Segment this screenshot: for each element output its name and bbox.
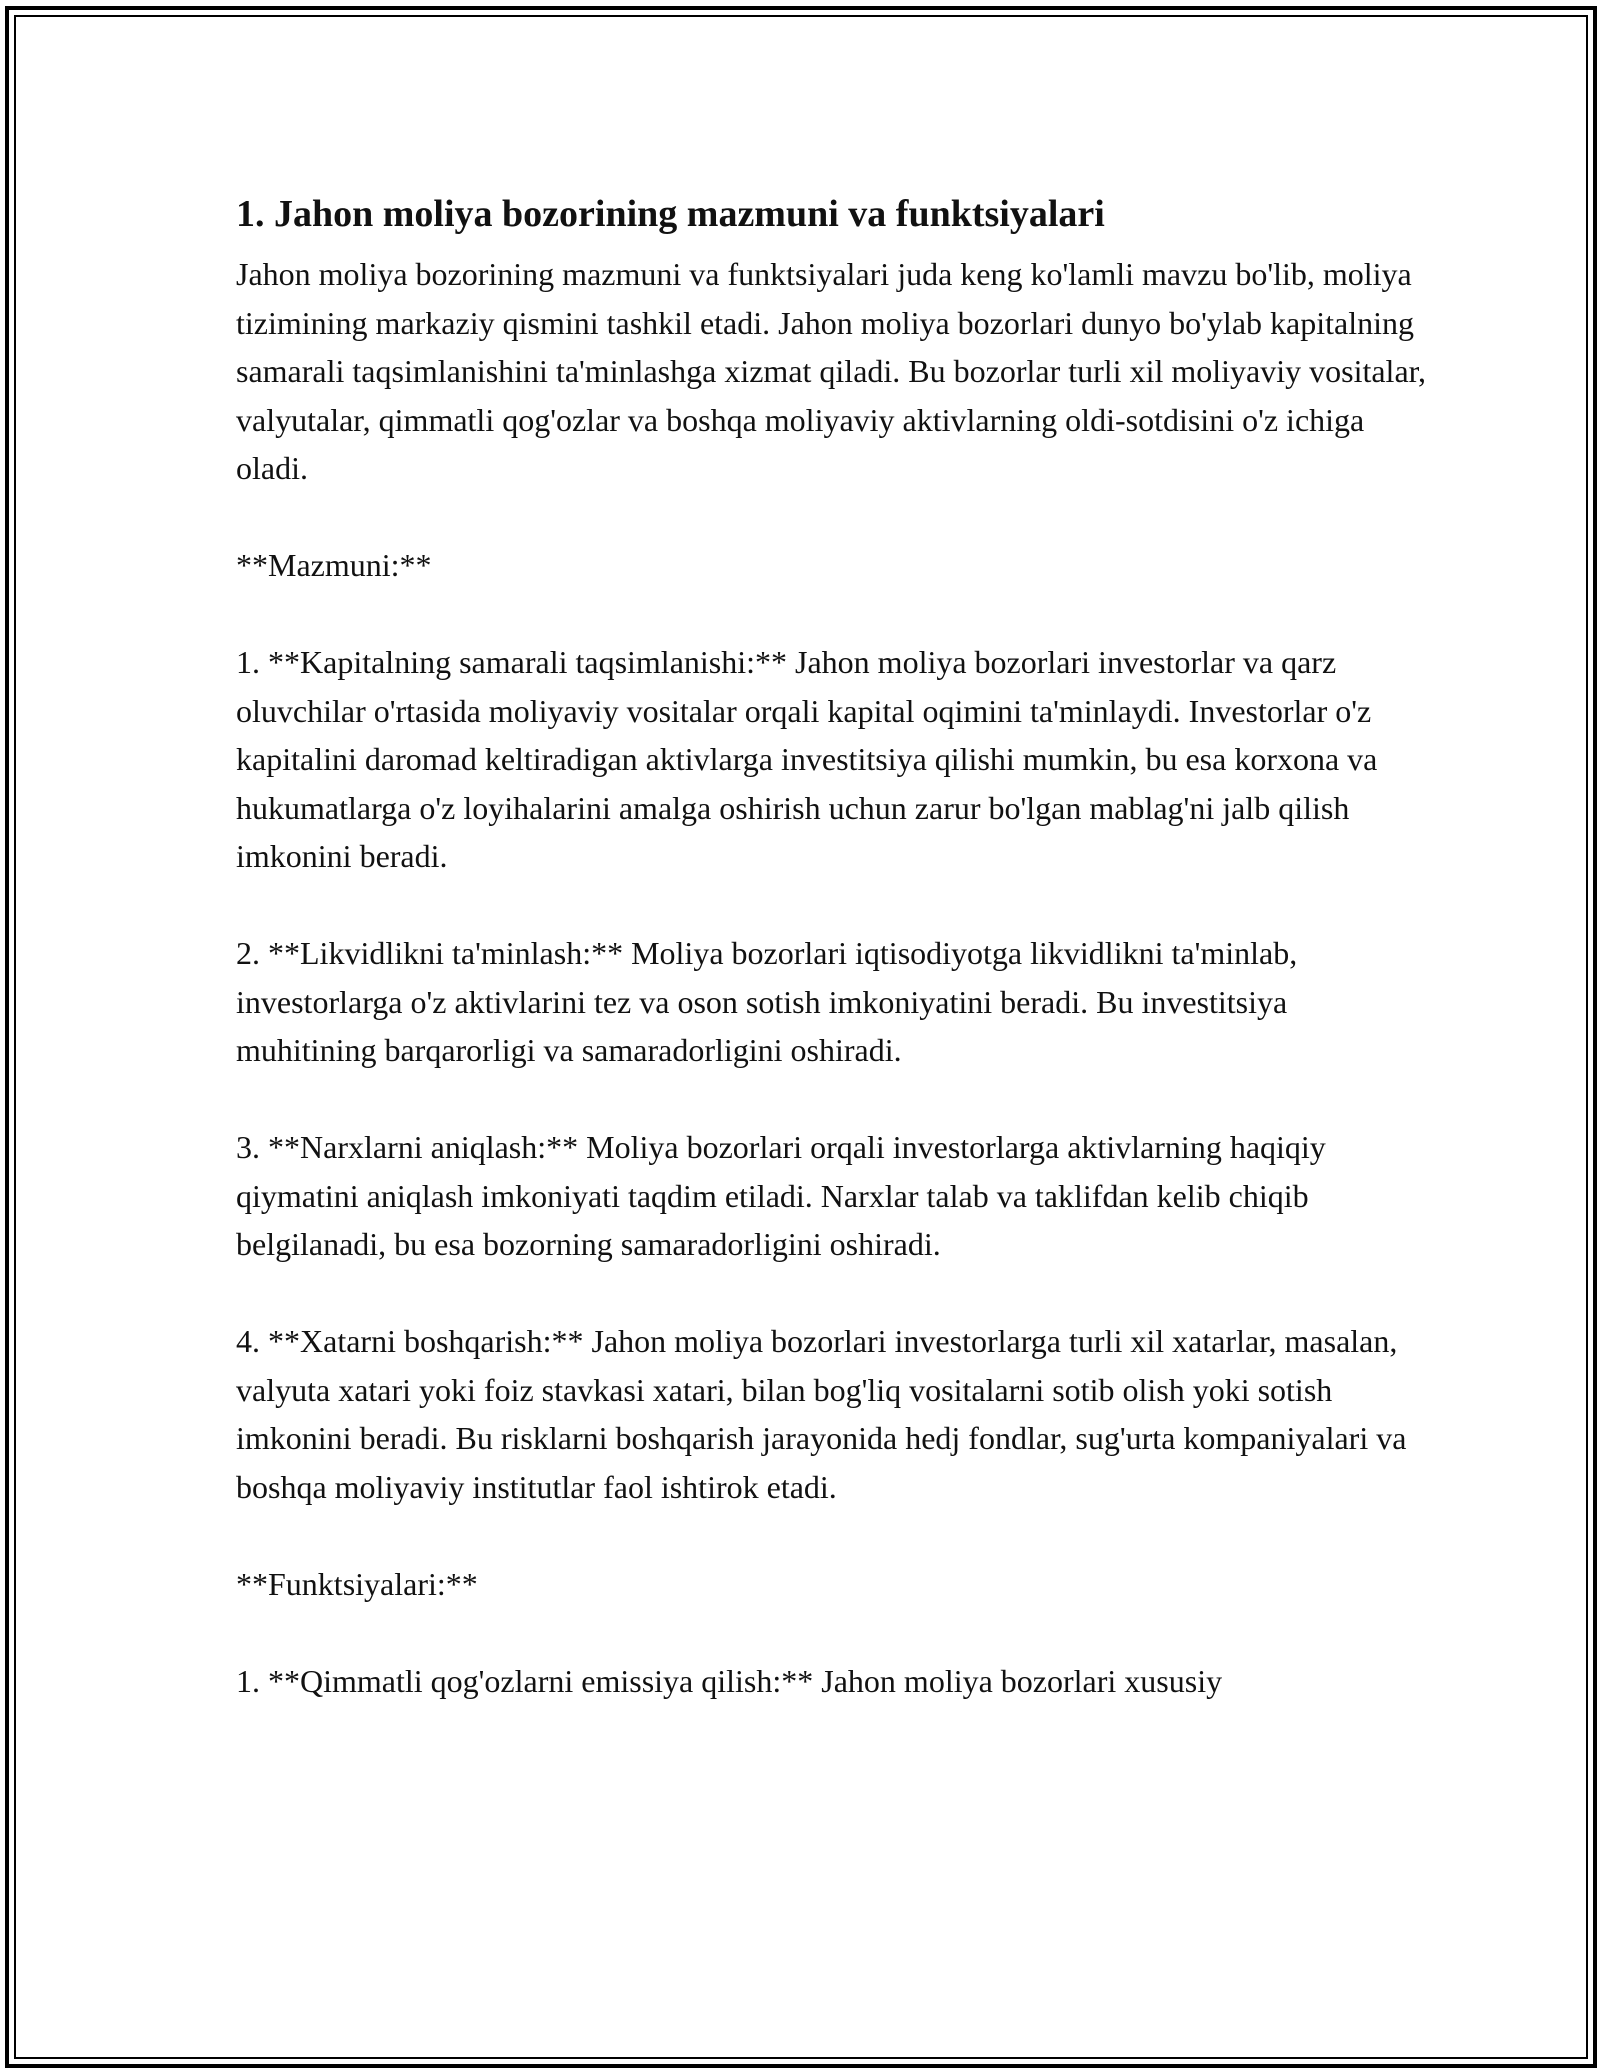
list-item-narxlar: 3. **Narxlarni aniqlash:** Moliya bozorlari orqali investorlarga aktivlarning haqiqiy qiymatini aniqlash imkoniyati taqdim etiladi. Narxlar talab va taklifdan kelib chiqib belgilanadi, bu esa bozorning samaradorligini oshiradi. [236,1129,1326,1262]
section-heading-mazmuni: **Mazmuni:** [236,547,432,583]
list-item-emissiya: 1. **Qimmatli qog'ozlarni emissiya qilish:** Jahon moliya bozorlari xususiy [236,1662,1223,1699]
list-item-kapital: 1. **Kapitalning samarali taqsimlanishi:** Jahon moliya bozorlari investorlar va qarz oluvchilar o'rtasida moliyaviy vositalar orqali kapital oqimini ta'minlaydi. Investorlar o'z kapitalini daromad keltiradigan aktivlarga investitsiya qilishi mumkin, bu esa korxona va hukumatlarga o'z loyihalarini amalga oshirish uchun zarur bo'lgan mablag'ni jalb qilish imkonini beradi. [236,644,1378,874]
document-body [236,186,1426,1705]
list-item-xatar: 4. **Xatarni boshqarish:** Jahon moliya bozorlari investorlarga turli xil xatarlar, masalan, valyuta xatari yoki foiz stavkasi xatari, bilan bog'liq vositalarni sotib olish yoki sotish imkonini beradi. Bu risklarni boshqarish jarayonida hedj fondlar, sug'urta kompaniyalari va boshqa moliyaviy institutlar faol ishtirok etadi. [236,1323,1407,1505]
list-item-likvidlik: 2. **Likvidlikni ta'minlash:** Moliya bozorlari iqtisodiyotga likvidlikni ta'minlab, investorlarga o'z aktivlarini tez va oson sotish imkoniyatini beradi. Bu investitsiya muhitining barqarorligi va samaradorligini oshiradi. [236,935,1298,1068]
document-title: 1. Jahon moliya bozorining mazmuni va funktsiyalari [236,193,1105,235]
intro-paragraph: Jahon moliya bozorining mazmuni va funktsiyalari juda keng ko'lamli mavzu bo'lib, moliya tizimining markaziy qismini tashkil etadi. Jahon moliya bozorlari dunyo bo'ylab kapitalning samarali taqsimlanishini ta'minlashga xizmat qiladi. Bu bozorlar turli xil moliyaviy vositalar, valyutalar, qimmatli qog'ozlar va boshqa moliyaviy aktivlarning oldi-sotdisini o'z ichiga oladi. [236,256,1427,486]
section-heading-funktsiyalari: **Funktsiyalari:** [236,1565,478,1602]
